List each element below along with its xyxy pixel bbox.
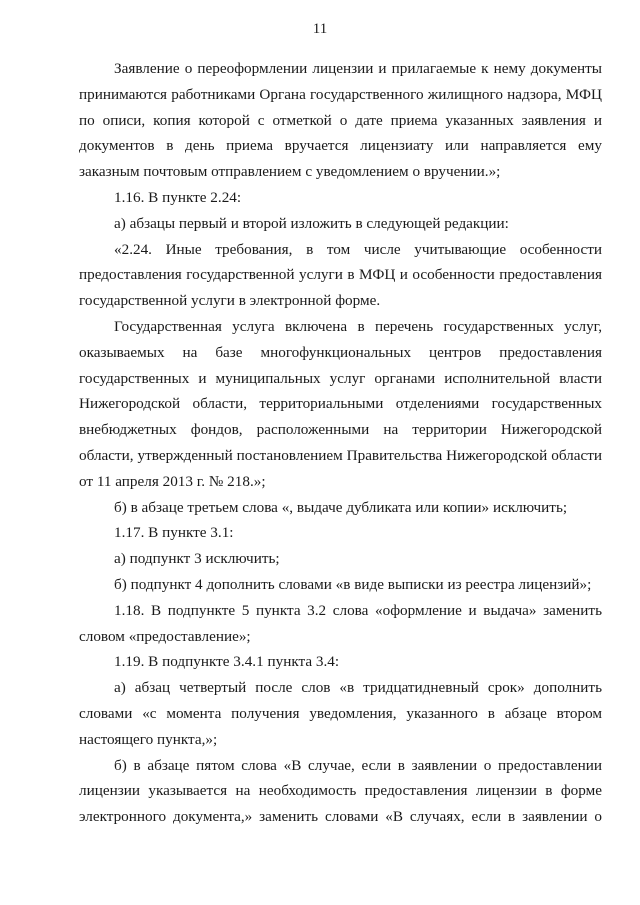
paragraph: Заявление о переоформлении лицензии и прилагаемые к нему документы принимаются работниками Органа государственного жилищного надзора, МФЦ по описи, копия которой с отметкой о дате приема указанных заявления и документов в день приема вручается лицензиату или направляется ему заказным почтовым отправлением с уведомлением о вручении.»; (79, 60, 602, 181)
paragraph: 1.18. В подпункте 5 пункта 3.2 слова «оформление и выдача» заменить словом «предоставление»; (79, 601, 602, 645)
paragraph: Государственная услуга включена в перечень государственных услуг, оказываемых на базе многофункциональных центров предоставления государственных и муниципальных услуг органами исполнительной власти Нижегородской области, территориальными отделениями государственных внебюджетных фондов, расположенными на территории Нижегородской области, утвержденный постановлением Правительства Нижегородской области от 11 апреля 2013 г. № 218.»; (79, 317, 602, 490)
document-body (79, 56, 602, 830)
paragraph: а) подпункт 3 исключить; (114, 550, 280, 568)
paragraph: 1.16. В пункте 2.24: (114, 188, 242, 206)
paragraph: 1.17. В пункте 3.1: (114, 524, 234, 542)
paragraph: 1.19. В подпункте 3.4.1 пункта 3.4: (114, 653, 340, 671)
paragraph: б) в абзаце пятом слова «В случае, если в заявлении о предоставлении лицензии указывается на необходимость предоставления лицензии в форме электронного документа,» заменить словами «В случаях, если в заявлении о (79, 756, 602, 826)
paragraph: а) абзац четвертый после слов «в тридцатидневный срок» дополнить словами «с момента получения уведомления, указанного в абзаце втором настоящего пункта,»; (79, 679, 602, 748)
page-number: 11 (312, 21, 328, 37)
paragraph: «2.24. Иные требования, в том числе учитывающие особенности предоставления государственной услуги в МФЦ и особенности предоставления государственной услуги в электронной форме. (79, 240, 602, 310)
paragraph: а) абзацы первый и второй изложить в следующей редакции: (114, 214, 509, 232)
paragraph: б) в абзаце третьем слова «, выдаче дубликата или копии» исключить; (114, 498, 568, 516)
paragraph: б) подпункт 4 дополнить словами «в виде выписки из реестра лицензий»; (114, 575, 592, 593)
